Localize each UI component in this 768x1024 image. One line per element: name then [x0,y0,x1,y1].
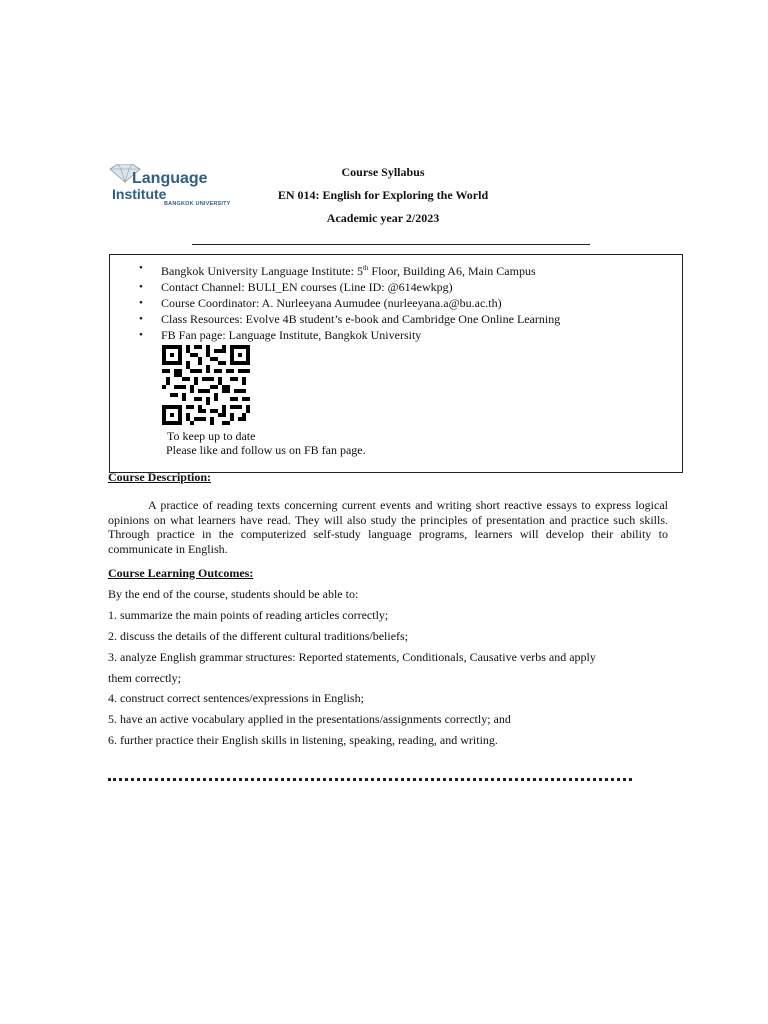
outcome-item-3-cont: them correctly; [108,671,181,685]
info-item-contact: • Contact Channel: BULI_EN courses (Line ID: @614ewkpg) [138,279,560,295]
course-description-text: A practice of reading texts concerning current events and writing short reactive essays to express logical opinions on what learners have read. They will also study the principles of presentation and practice such skills. Through practice in the computerized self-study language programs, learners will develop their ability to communicate in English. [108,498,668,556]
outcome-item-5: 5. have an active vocabulary applied in the presentations/assignments correctly; and [108,712,511,726]
logo-text-language: Language [132,170,208,187]
logo-text-institute: Institute [112,186,167,202]
outcome-item-4: 4. construct correct sentences/expressions in English; [108,691,364,705]
info-item-location: • Bangkok University Language Institute: 5th Floor, Building A6, Main Campus [138,260,560,279]
learning-outcomes-heading: Course Learning Outcomes: [108,566,254,580]
document-title: Course Syllabus [341,165,425,179]
info-item-resources: • Class Resources: Evolve 4B student’s e-book and Cambridge One Online Learning [138,311,560,327]
course-info-box [109,254,683,473]
info-list [138,260,560,343]
qr-caption-line2: Please like and follow us on FB fan page. [166,443,366,457]
outcome-item-2: 2. discuss the details of the different cultural traditions/beliefs; [108,629,409,643]
info-item-fb-page: • FB Fan page: Language Institute, Bangkok University [138,327,560,343]
course-description-heading: Course Description: [108,470,211,484]
info-item-coordinator: • Course Coordinator: A. Nurleeyana Aumudee (nurleeyana.a@bu.ac.th) [138,295,560,311]
qr-code-icon[interactable] [162,345,250,425]
outcome-item-3: 3. analyze English grammar structures: Reported statements, Conditionals, Causative verbs and apply [108,650,596,664]
qr-caption [166,429,366,457]
dotted-divider [108,778,632,781]
academic-year: Academic year 2/2023 [326,211,440,225]
outcome-item-6: 6. further practice their English skills in listening, speaking, reading, and writing. [108,733,498,747]
qr-caption-line1: To keep up to date [167,429,256,443]
logo-text-university: BANGKOK UNIVERSITY [164,201,231,207]
course-title: EN 014: English for Exploring the World [277,188,489,202]
outcome-item-1: 1. summarize the main points of reading articles correctly; [108,608,389,622]
outcomes-intro: By the end of the course, students should be able to: [108,587,359,601]
header-divider [192,244,590,245]
